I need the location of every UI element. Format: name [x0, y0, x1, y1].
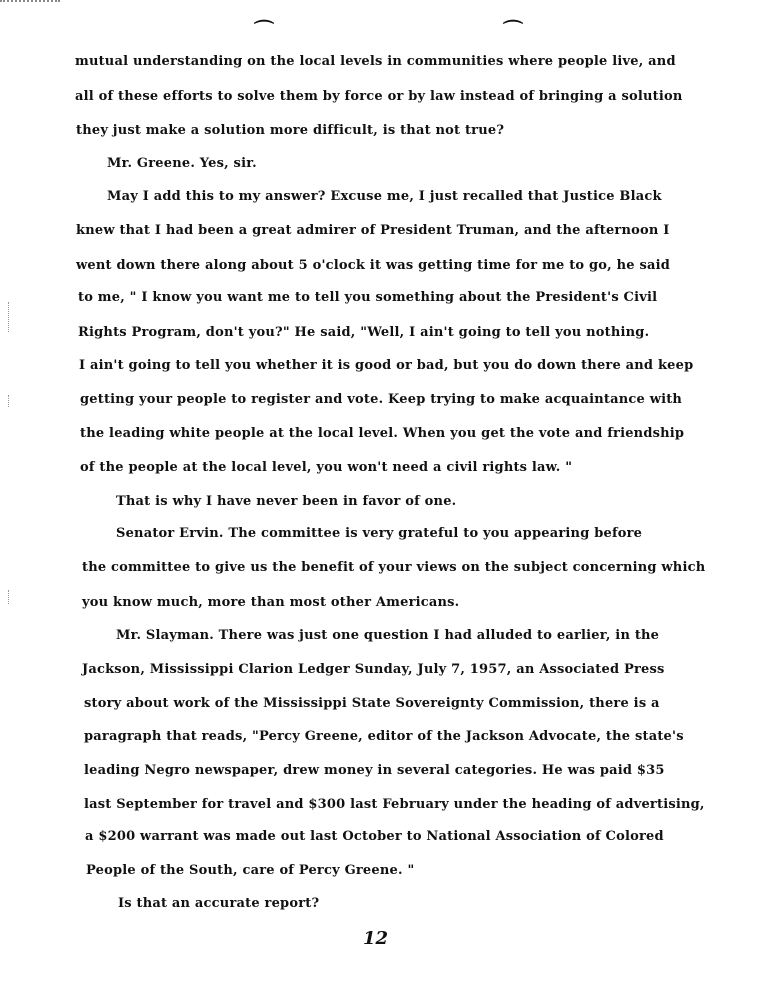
text-line: knew that I had been a great admirer of President Truman, and the afternoon I [76, 223, 670, 238]
text-line: of the people at the local level, you won't need a civil rights law. " [80, 460, 573, 475]
text-line: mutual understanding on the local levels in communities where people live, and [75, 54, 676, 69]
text-line: Rights Program, don't you?" He said, "Well, I ain't going to tell you nothing. [78, 325, 650, 340]
text-line: to me, " I know you want me to tell you something about the President's Civil [78, 290, 658, 305]
text-line: the committee to give us the benefit of your views on the subject concerning which [82, 560, 706, 575]
text-line: story about work of the Mississippi State Sovereignty Commission, there is a [84, 696, 660, 711]
scan-artifact-dots [0, 0, 60, 5]
text-line: the leading white people at the local level. When you get the vote and friendship [80, 426, 685, 441]
text-line: leading Negro newspaper, drew money in several categories. He was paid $35 [84, 763, 665, 778]
text-line: they just make a solution more difficult, is that not true? [76, 123, 505, 138]
margin-artifact [8, 302, 11, 332]
text-line: Is that an accurate report? [118, 896, 320, 911]
text-line: Mr. Greene. Yes, sir. [107, 156, 257, 171]
text-line: Jackson, Mississippi Clarion Ledger Sunday, July 7, 1957, an Associated Press [82, 662, 665, 677]
text-line: last September for travel and $300 last February under the heading of advertising, [84, 797, 705, 812]
text-line: paragraph that reads, "Percy Greene, editor of the Jackson Advocate, the state's [84, 729, 684, 744]
text-line: you know much, more than most other Americans. [82, 595, 460, 610]
margin-artifact [8, 395, 11, 407]
text-line: went down there along about 5 o'clock it was getting time for me to go, he said [76, 258, 671, 273]
punch-mark-right: ⌒ [503, 18, 523, 42]
text-line: People of the South, care of Percy Greene. " [86, 863, 415, 878]
text-line: Mr. Slayman. There was just one question I had alluded to earlier, in the [116, 628, 660, 643]
text-line: all of these efforts to solve them by force or by law instead of bringing a solution [75, 89, 683, 104]
margin-artifact [8, 590, 11, 604]
text-line: That is why I have never been in favor of one. [116, 494, 457, 509]
text-line: a $200 warrant was made out last October to National Association of Colored [85, 829, 664, 844]
text-line: I ain't going to tell you whether it is good or bad, but you do down there and keep [79, 358, 694, 373]
text-line: getting your people to register and vote. Keep trying to make acquaintance with [80, 392, 683, 407]
punch-mark-left: ⌒ [254, 18, 274, 42]
page-number: 12 [363, 928, 389, 949]
text-line: May I add this to my answer? Excuse me, I just recalled that Justice Black [107, 189, 662, 204]
text-line: Senator Ervin. The committee is very grateful to you appearing before [116, 526, 643, 541]
